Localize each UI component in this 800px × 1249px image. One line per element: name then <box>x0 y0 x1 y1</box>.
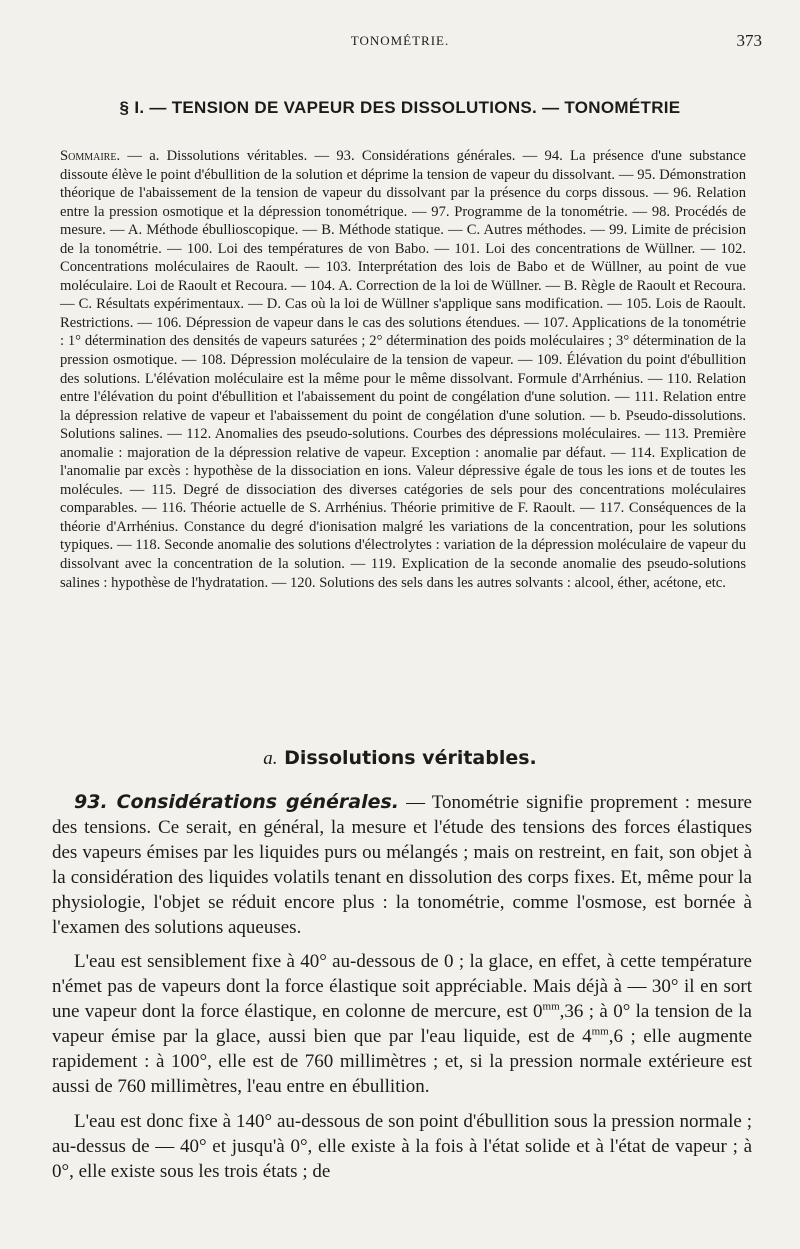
subheading-title: Dissolutions véritables. <box>284 747 537 769</box>
running-head <box>0 33 800 53</box>
paragraph-water <box>52 950 752 1099</box>
paragraph-text: — Tonométrie signifie proprement : mesure des tensions. Ce serait, en général, la mesure et l'étude des tensions des forces élastiques des vapeurs émises par les liquides purs ou mélangés ; mais on restreint, en fait, son objet à la considération des liquides volatils tenant en dissolution des corps fixes. Et, même pour la physiologie, l'objet se réduit encore plus : la tonométrie, comme l'osmose, est bornée à l'examen des solutions aqueuses. <box>52 792 752 938</box>
summary-label: Sommaire. <box>60 148 121 164</box>
section-title: § I. — TENSION DE VAPEUR DES DISSOLUTIONS. — TONOMÉTRIE <box>119 98 681 117</box>
running-head-title: TONOMÉTRIE. <box>350 33 450 48</box>
subheading <box>0 747 800 770</box>
summary-text: — a. Dissolutions véritables. — 93. Considérations générales. — 94. La présence d'une substance dissoute élève le point d'ébullition de la solution et déprime la tension de vapeur du dissolvant. — 95. Démonstration théorique de l'abaissement de la tension de vapeur du dissolvant par la présence du corps dissous. — 96. Relation entre la pression osmotique et la dépression tonométrique. — 97. Programme de la tonométrie. — 98. Procédés de mesure. — A. Méthode ébullioscopique. — B. Méthode statique. — C. Autres méthodes. — 99. Limite de précision de la tonométrie. — 100. Loi des températures de von Babo. — 101. Loi des concentrations de Wüllner. — 102. Concentrations moléculaires de Raoult. — 103. Interprétation des lois de Babo et de Wüllner, au point de vue moléculaire. Loi de Raoult et Recoura. — 104. A. Correction de la loi de Wüllner. — B. Règle de Raoult et Recoura. — C. Résultats expérimentaux. — D. Cas où la loi de Wüllner s'applique sans modification. — 105. Lois de Raoult. Restrictions. — 106. Dépression de vapeur dans le cas des solutions étendues. — 107. Applications de la tonométrie : 1° détermination des densités de vapeurs saturées ; 2° détermination des poids moléculaires ; 3° détermination de la pression osmotique. — 108. Dépression moléculaire de la tension de vapeur. — 109. Élévation du point d'ébullition des solutions. L'élévation moléculaire est la même pour le même dissolvant. Formule d'Arrhénius. — 110. Relation entre l'élévation du point d'ébullition et l'abaissement du point de congélation d'une solution. — 111. Relation entre la dépression relative de vapeur et l'abaissement du point de congélation d'une solution. — b. Pseudo-dissolutions. Solutions salines. — 112. Anomalies des pseudo-solutions. Courbes des dépressions moléculaires. — 113. Première anomalie : majoration de la dépression relative de vapeur. Exception : anomalie par défaut. — 114. Explication de l'anomalie par excès : hypothèse de la dissociation en ions. Valeur dépressive égale de tous les ions et de toutes les molécules. — 115. Degré de dissociation des diverses catégories de sels pour des concentrations moléculaires comparables. — 116. Théorie actuelle de S. Arrhénius. Théorie primitive de F. Raoult. — 117. Conséquences de la théorie d'Arrhénius. Constance du degré d'ionisation malgré les variations de la concentration, pour les solutions typiques. — 118. Seconde anomalie des solutions d'électrolytes : variation de la dépression moléculaire de vapeur du dissolvant avec la concentration de la solution. — 119. Explication de la seconde anomalie des pseudo-solutions salines : hypothèse de l'hydratation. — 120. Solutions des sels dans les autres solvants : alcool, éther, acétone, etc. <box>60 148 746 591</box>
paragraph-text: ,36 ; à 0° la tension de la vapeur émise par la glace, aussi bien que par l'eau liquide, est de 4 <box>52 1001 752 1048</box>
paragraph-fixed <box>52 1110 752 1185</box>
paragraph-heading: 93. Considérations générales. <box>74 791 400 813</box>
unit-superscript: mm <box>542 1000 560 1013</box>
subheading-letter: a. <box>263 748 278 769</box>
unit-superscript: mm <box>591 1025 609 1038</box>
paragraph-text: ,6 ; elle augmente rapidement : à 100°, elle est de 760 millimètres ; et, si la pression normale extérieure est aussi de 760 millimètres, l'eau entre en ébullition. <box>52 1026 753 1097</box>
paragraph-text: L'eau est donc fixe à 140° au-dessous de son point d'ébullition sous la pression normale ; au-dessus de — 40° et jusqu'à 0°, elle existe à la fois à l'état solide et à l'état de vapeur ; à 0°, elle existe sous les trois états ; de <box>52 1110 752 1182</box>
paragraph-93 <box>52 790 752 940</box>
body-text <box>52 790 752 1195</box>
page-number: 373 <box>736 31 762 50</box>
summary-block <box>60 147 746 592</box>
paragraph-text: L'eau est sensiblement fixe à 40° au-dessous de 0 ; la glace, en effet, à cette température n'émet pas de vapeurs dont la force élastique soit appréciable. Mais déjà à — 30° il en sort une vapeur dont la force élastique, en colonne de mercure, est 0 <box>52 951 752 1023</box>
